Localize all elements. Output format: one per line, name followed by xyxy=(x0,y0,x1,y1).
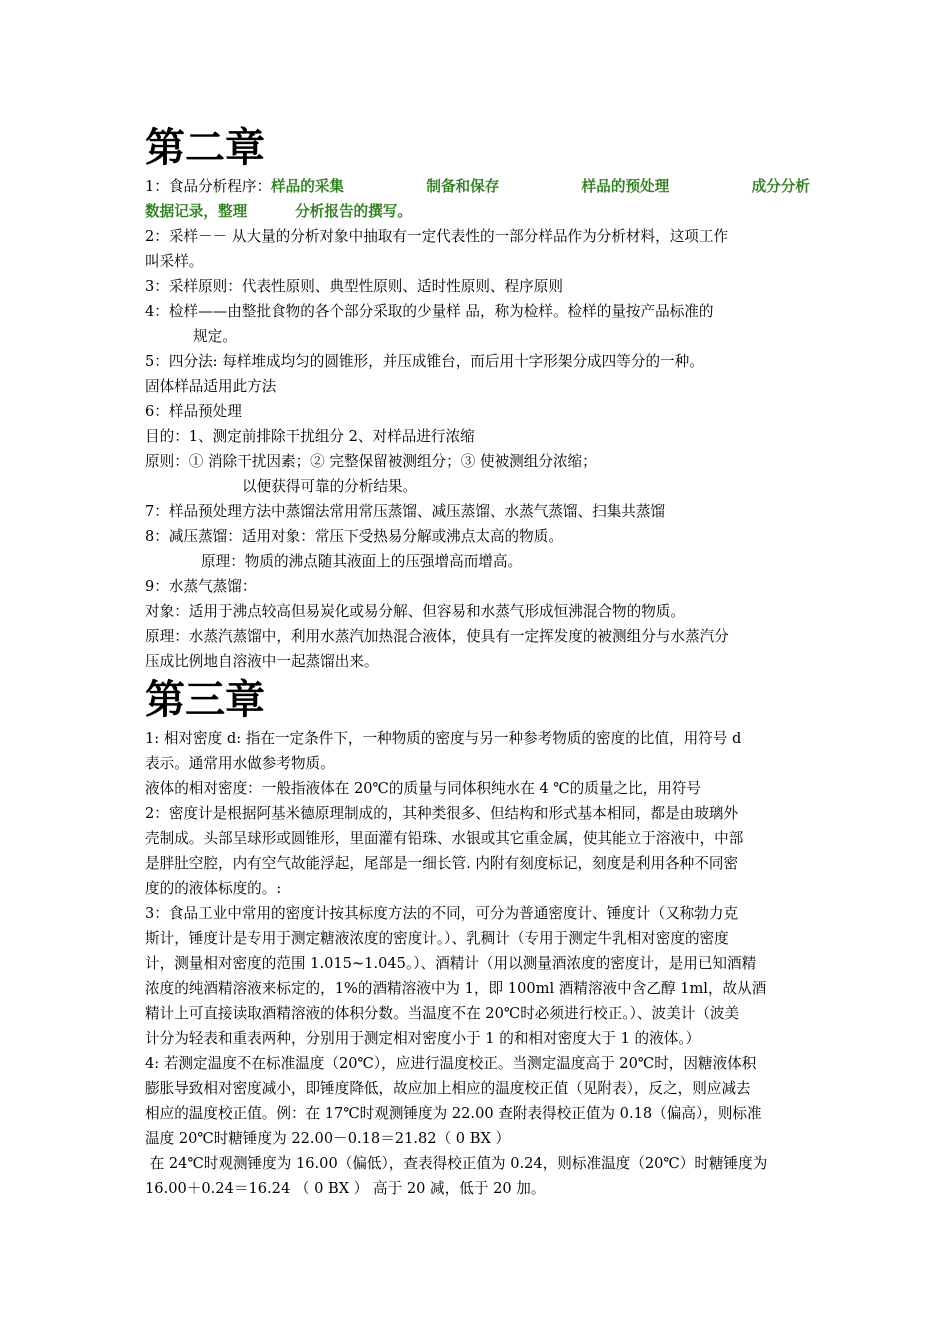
analysis-procedure-line-2 xyxy=(145,199,810,224)
ch3-line-8: 3：食品工业中常用的密度计按其标度方法的不同，可分为普通密度计、锤度计（又称勃力克 xyxy=(145,905,739,922)
ch3-line-7: 度的的液体标度的。: xyxy=(145,880,282,897)
ch3-line-6: 是胖肚空腔，内有空气故能浮起，尾部是一细长管. 内附有刻度标记，刻度是利用各种不同密 xyxy=(145,855,739,872)
ch3-line-11: 浓度的纯酒精溶液来标定的，1%的酒精溶液中为 1，即 100ml 酒精溶液中含乙醇 1ml，故从酒 xyxy=(145,980,767,997)
ch3-line-15: 膨胀导致相对密度减小，即锤度降低，故应加上相应的温度校正值（见附表），反之，则应减去 xyxy=(145,1080,751,1097)
ch3-line-10: 计，测量相对密度的范围 1.015~1.045。）、酒精计（用以测量酒浓度的密度计，是用已知酒精 xyxy=(145,955,757,972)
item-5-line-2: 固体样品适用此方法 xyxy=(145,378,277,395)
ch3-line-9: 斯计，锤度计是专用于测定糖液浓度的密度计。）、乳稠计（专用于测定牛乳相对密度的密度 xyxy=(145,930,729,947)
ch3-line-3: 液体的相对密度：一般指液体在 20℃的质量与同体积纯水在 4 ℃的质量之比，用符号 xyxy=(145,780,702,797)
flow-step-2: 制备和保存 xyxy=(426,178,500,195)
item-2-line-2: 叫采样。 xyxy=(145,253,204,270)
item-4-line-2: 规定。 xyxy=(193,328,237,345)
item-1-label: 1：食品分析程序： xyxy=(145,178,272,195)
item-9-principle-line-2: 压成比例地自溶液中一起蒸馏出来。 xyxy=(145,653,379,670)
item-6-principle-2: 以便获得可靠的分析结果。 xyxy=(242,478,418,495)
ch3-line-1: 1: 相对密度 d: 指在一定条件下，一种物质的密度与另一种参考物质的密度的比值，用符号 d xyxy=(145,730,742,747)
flow-step-4: 成分分析 xyxy=(751,178,810,195)
ch3-line-13: 计分为轻表和重表两种，分别用于测定相对密度小于 1 的和相对密度大于 1 的液体。） xyxy=(145,1030,701,1047)
item-9: 9：水蒸气蒸馏： xyxy=(145,578,257,595)
flow-step-1: 样品的采集 xyxy=(271,178,345,195)
item-8: 8：减压蒸馏：适用对象：常压下受热易分解或沸点太高的物质。 xyxy=(145,528,563,545)
flow-step-3: 样品的预处理 xyxy=(581,178,670,195)
ch3-line-4: 2：密度计是根据阿基米德原理制成的，其种类很多、但结构和形式基本相同，都是由玻璃外 xyxy=(145,805,739,822)
item-6-goal: 目的：1、测定前排除干扰组分 2、对样品进行浓缩 xyxy=(145,428,475,445)
ch3-line-19: 16.00＋0.24＝16.24 （ 0 BX ） 高于 20 减，低于 20 加。 xyxy=(145,1180,546,1197)
item-7: 7：样品预处理方法中蒸馏法常用常压蒸馏、减压蒸馏、水蒸气蒸馏、扫集共蒸馏 xyxy=(145,503,666,520)
chapter-3-title: 第三章 xyxy=(145,676,265,723)
flow-step-6: 分析报告的撰写。 xyxy=(295,203,412,220)
ch3-line-16: 相应的温度校正值。例：在 17℃时观测锤度为 22.00 查附表得校正值为 0.18（偏高），则标准 xyxy=(145,1105,762,1122)
item-5-line-1: 5：四分法: 每样堆成均匀的圆锥形，并压成锥台，而后用十字形架分成四等分的一种。 xyxy=(145,353,704,370)
item-3: 3：采样原则：代表性原则、典型性原则、适时性原则、程序原则 xyxy=(145,278,563,295)
ch3-line-17: 温度 20℃时糖锤度为 22.00－0.18＝21.82（ 0 BX ） xyxy=(145,1130,511,1147)
item-4-line-1: 4：检样——由整批食物的各个部分采取的少量样 品，称为检样。检样的量按产品标准的 xyxy=(145,303,714,320)
item-9-object: 对象：适用于沸点较高但易炭化或易分解、但容易和水蒸气形成恒沸混合物的物质。 xyxy=(145,603,685,620)
chapter-2-title: 第二章 xyxy=(145,124,265,171)
item-2-line-1: 2：采样－－ 从大量的分析对象中抽取有一定代表性的一部分样品作为分析材料，这项工作 xyxy=(145,228,729,245)
item-6: 6：样品预处理 xyxy=(145,403,242,420)
ch3-line-14: 4: 若测定温度不在标准温度（20℃），应进行温度校正。当测定温度高于 20℃时，因糖液体积 xyxy=(145,1055,757,1072)
analysis-procedure-line xyxy=(145,174,810,199)
flow-step-5: 数据记录，整理 xyxy=(145,203,248,220)
item-8-principle: 原理：物质的沸点随其液面上的压强增高而增高。 xyxy=(201,553,523,570)
ch3-line-12: 精计上可直接读取酒精溶液的体积分数。当温度不在 20℃时必须进行校正。）、波美计（波美 xyxy=(145,1005,740,1022)
ch3-line-2: 表示。通常用水做参考物质。 xyxy=(145,755,335,772)
item-6-principle: 原则：① 消除干扰因素；② 完整保留被测组分；③ 使被测组分浓缩； xyxy=(145,453,597,470)
ch3-line-18: 在 24℃时观测锤度为 16.00（偏低），查表得校正值为 0.24，则标准温度（20℃）时糖锤度为 xyxy=(145,1155,768,1172)
ch3-line-5: 壳制成。头部呈球形或圆锥形，里面灌有铅珠、水银或其它重金属，使其能立于溶液中，中部 xyxy=(145,830,744,847)
item-9-principle-line-1: 原理：水蒸汽蒸馏中，利用水蒸汽加热混合液体，使具有一定挥发度的被测组分与水蒸汽分 xyxy=(145,628,729,645)
document-page xyxy=(145,122,810,1201)
